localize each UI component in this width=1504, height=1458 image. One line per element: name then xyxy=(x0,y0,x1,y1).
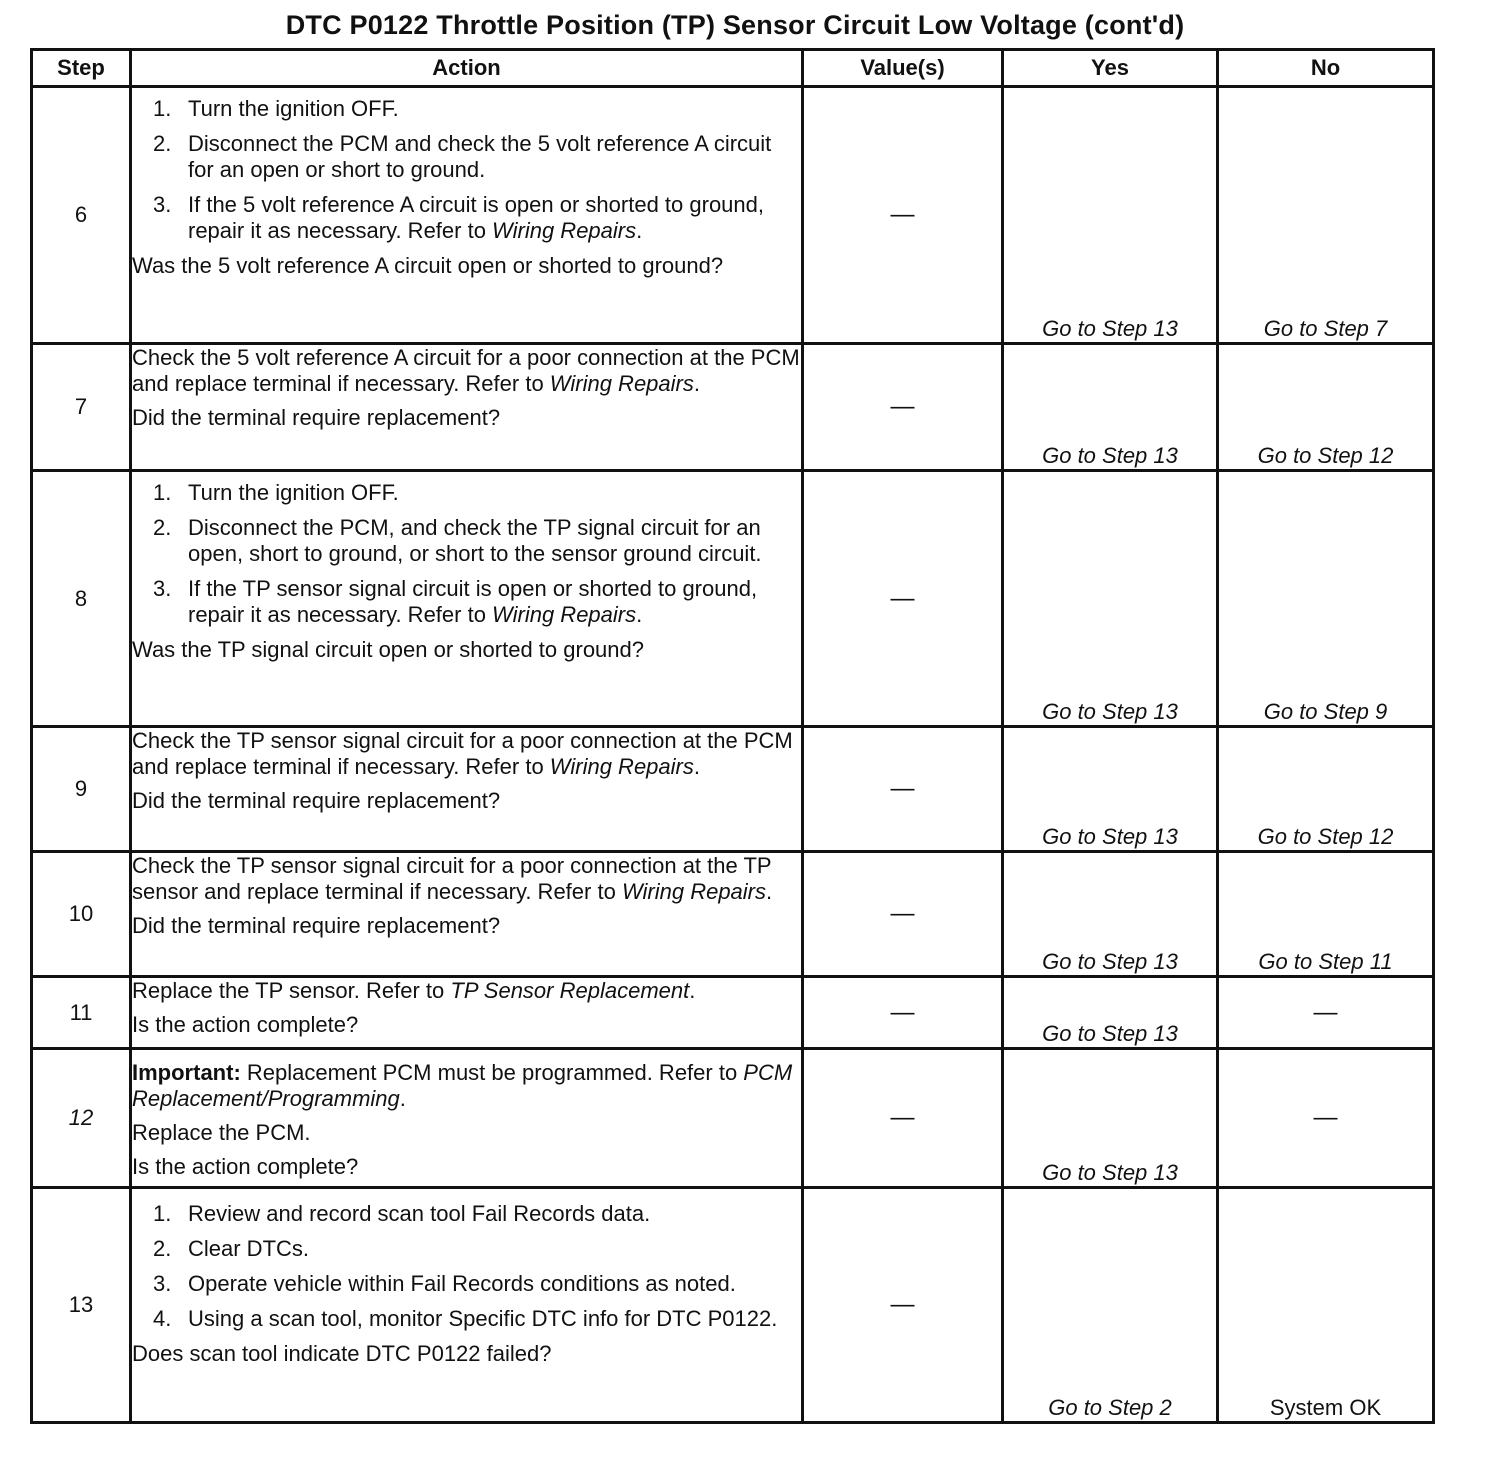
list-item: 3. If the TP sensor signal circuit is open or shorted to ground, repair it as necessary. Refer to Wiring Repairs. xyxy=(153,576,758,627)
value-cell: — xyxy=(803,852,1003,977)
yes-cell: Go to Step 13 xyxy=(1003,977,1218,1049)
question-text: Did the terminal require replacement? xyxy=(132,405,501,430)
table-row xyxy=(32,471,1434,727)
reference-link: Wiring Repairs xyxy=(621,879,767,904)
instruction-text: Replace the PCM. xyxy=(132,1120,311,1145)
step-number: 12 xyxy=(32,1049,131,1188)
header-values: Value(s) xyxy=(803,50,1003,87)
question-text: Does scan tool indicate DTC P0122 failed? xyxy=(132,1341,552,1366)
action-cell xyxy=(131,852,803,977)
reference-link: Wiring Repairs xyxy=(549,371,694,396)
step-number: 11 xyxy=(32,977,131,1049)
yes-cell: Go to Step 13 xyxy=(1003,344,1218,471)
action-cell xyxy=(131,344,803,471)
list-item: 2. Clear DTCs. xyxy=(153,1236,310,1261)
reference-link: Wiring Repairs xyxy=(492,602,637,627)
instruction-list xyxy=(132,96,801,244)
header-action: Action xyxy=(131,50,803,87)
question-text: Did the terminal require replacement? xyxy=(132,913,501,938)
list-item: 4. Using a scan tool, monitor Specific DTC info for DTC P0122. xyxy=(153,1306,778,1331)
value-cell: — xyxy=(803,1188,1003,1423)
reference-link: Wiring Repairs xyxy=(492,218,637,243)
value-cell: — xyxy=(803,1049,1003,1188)
yes-cell: Go to Step 13 xyxy=(1003,852,1218,977)
action-cell xyxy=(131,1049,803,1188)
no-cell: Go to Step 12 xyxy=(1218,344,1434,471)
instruction-text: Replace the TP sensor. Refer to TP Sensor Replacement. xyxy=(132,978,696,1003)
no-cell: — xyxy=(1218,1049,1434,1188)
step-number: 7 xyxy=(32,344,131,471)
no-cell: Go to Step 7 xyxy=(1218,87,1434,344)
list-item: 2. Disconnect the PCM and check the 5 volt reference A circuit for an open or short to ground. xyxy=(153,131,772,182)
reference-link: PCM Replacement/Programming xyxy=(132,1060,793,1111)
diagnostic-table xyxy=(30,48,1435,1424)
instruction-text: Check the TP sensor signal circuit for a poor connection at the TP sensor and replace terminal if necessary. Refer to Wiring Repairs. xyxy=(132,853,773,904)
action-cell xyxy=(131,87,803,344)
header-no: No xyxy=(1218,50,1434,87)
value-cell: — xyxy=(803,727,1003,852)
no-cell: Go to Step 12 xyxy=(1218,727,1434,852)
list-item: 1. Review and record scan tool Fail Records data. xyxy=(153,1201,651,1226)
table-row xyxy=(32,87,1434,344)
step-number: 10 xyxy=(32,852,131,977)
header-row xyxy=(32,50,1434,87)
step-number: 9 xyxy=(32,727,131,852)
question-text: Is the action complete? xyxy=(132,1012,359,1037)
no-cell: Go to Step 9 xyxy=(1218,471,1434,727)
table-row xyxy=(32,977,1434,1049)
no-cell: — xyxy=(1218,977,1434,1049)
reference-link: TP Sensor Replacement xyxy=(450,978,690,1003)
action-cell xyxy=(131,471,803,727)
header-yes: Yes xyxy=(1003,50,1218,87)
value-cell: — xyxy=(803,977,1003,1049)
value-cell: — xyxy=(803,471,1003,727)
instruction-text: Check the TP sensor signal circuit for a poor connection at the PCM and replace terminal if necessary. Refer to Wiring Repairs. xyxy=(132,728,793,779)
table-row xyxy=(32,344,1434,471)
important-note: Important: Replacement PCM must be programmed. Refer to PCM Replacement/Programming. xyxy=(132,1060,793,1111)
instruction-list xyxy=(132,1201,801,1332)
value-cell: — xyxy=(803,87,1003,344)
table-row xyxy=(32,1188,1434,1423)
step-number: 8 xyxy=(32,471,131,727)
no-cell: System OK xyxy=(1218,1188,1434,1423)
table-row xyxy=(32,727,1434,852)
yes-cell: Go to Step 13 xyxy=(1003,87,1218,344)
question-text: Did the terminal require replacement? xyxy=(132,788,501,813)
question-text: Is the action complete? xyxy=(132,1154,359,1179)
yes-cell: Go to Step 13 xyxy=(1003,471,1218,727)
list-item: 3. Operate vehicle within Fail Records conditions as noted. xyxy=(153,1271,736,1296)
list-item: 2. Disconnect the PCM, and check the TP signal circuit for an open, short to ground, or short to the sensor ground circuit. xyxy=(153,515,762,566)
action-cell xyxy=(131,977,803,1049)
page-title: DTC P0122 Throttle Position (TP) Sensor Circuit Low Voltage (cont'd) xyxy=(285,10,1185,40)
action-cell xyxy=(131,1188,803,1423)
list-item: 1. Turn the ignition OFF. xyxy=(153,480,399,505)
no-cell: Go to Step 11 xyxy=(1218,852,1434,977)
list-item: 1. Turn the ignition OFF. xyxy=(153,96,399,121)
list-item: 3. If the 5 volt reference A circuit is open or shorted to ground, repair it as necessary. Refer to Wiring Repairs. xyxy=(153,192,764,243)
yes-cell: Go to Step 13 xyxy=(1003,727,1218,852)
value-cell: — xyxy=(803,344,1003,471)
instruction-text: Check the 5 volt reference A circuit for a poor connection at the PCM and replace terminal if necessary. Refer to Wiring Repairs. xyxy=(132,345,800,396)
action-cell xyxy=(131,727,803,852)
question-text: Was the TP signal circuit open or shorted to ground? xyxy=(132,637,644,662)
table-row xyxy=(32,1049,1434,1188)
instruction-list xyxy=(132,480,801,628)
yes-cell: Go to Step 13 xyxy=(1003,1049,1218,1188)
reference-link: Wiring Repairs xyxy=(549,754,694,779)
yes-cell: Go to Step 2 xyxy=(1003,1188,1218,1423)
important-label: Important: xyxy=(132,1060,241,1085)
header-step: Step xyxy=(32,50,131,87)
step-number: 6 xyxy=(32,87,131,344)
question-text: Was the 5 volt reference A circuit open or shorted to ground? xyxy=(132,253,724,278)
step-number: 13 xyxy=(32,1188,131,1423)
table-row xyxy=(32,852,1434,977)
